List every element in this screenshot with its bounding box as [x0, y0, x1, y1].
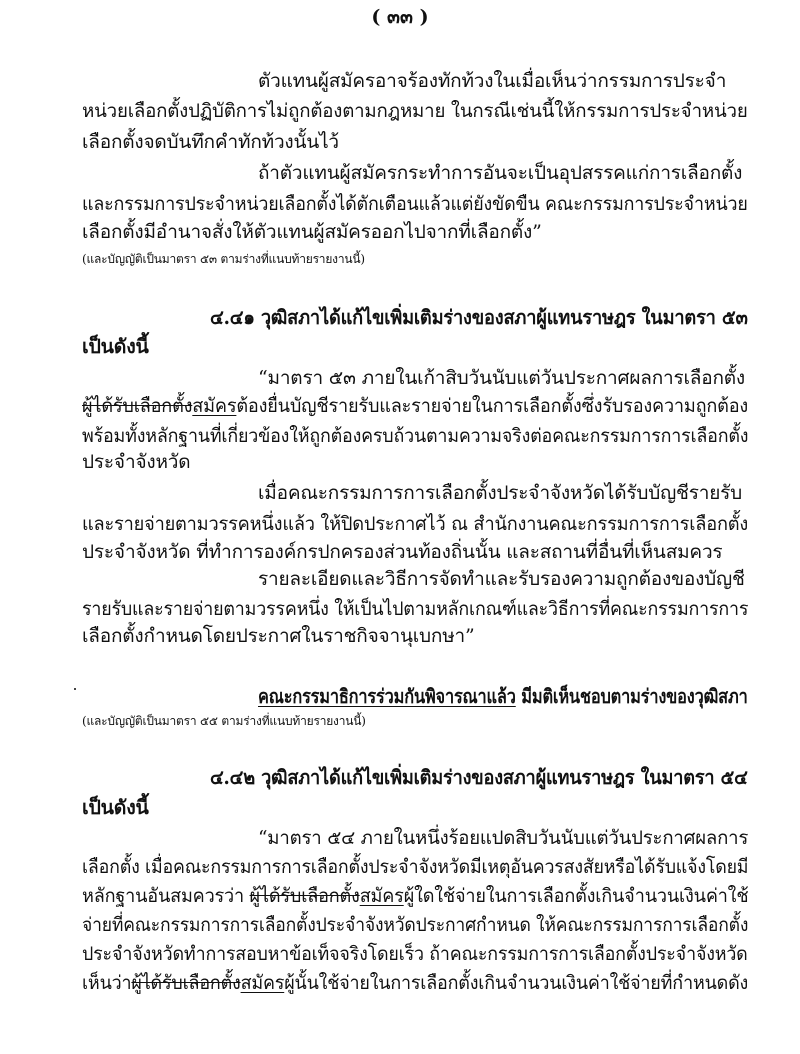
struck-text: ผู้ได้รับเลือกตั้ง — [249, 885, 360, 907]
text-fragment: หลักฐานอันสมควรว่า — [82, 885, 250, 907]
amended-text-line — [82, 394, 748, 418]
inserted-text: สมัคร — [240, 972, 285, 994]
text-line: “มาตรา ๕๔ ภายในหนึ่งร้อยแปดสิบวันนับแต่วันประกาศผลการ — [258, 827, 749, 849]
text-fragment: ผู้นั้นใช้จ่ายในการเลือกตั้งเกินจำนวนเงินค่าใช้จ่ายที่กำหนดดัง — [284, 972, 749, 994]
text-line: ประจำจังหวัดทำการสอบหาข้อเท็จจริงโดยเร็ว ถ้าคณะกรรมการการเลือกตั้งประจำจังหวัด — [82, 943, 748, 965]
scan-speck — [74, 688, 76, 690]
text-line: หน่วยเลือกตั้งปฏิบัติการไม่ถูกต้องตามกฎหมาย ในกรณีเช่นนี้ให้กรรมการประจำหน่วย — [82, 100, 748, 122]
text-line: เลือกตั้งกำหนดโดยประกาศในราชกิจจานุเบกษา” — [82, 625, 475, 647]
committee-resolution — [258, 685, 748, 709]
text-line: ประจำจังหวัด ที่ทำการองค์กรปกครองส่วนท้องถิ่นนั้น และสถานที่อื่นที่เห็นสมควร — [82, 541, 723, 563]
amended-text-line — [82, 884, 748, 908]
text-line: รายละเอียดและวิธีการจัดทำและรับรองความถูกต้องของบัญชี — [258, 568, 745, 590]
text-fragment: ต้องยื่นบัญชีรายรับและรายจ่ายในการเลือกตั้งซึ่งรับรองความถูกต้อง — [236, 395, 749, 417]
text-line: “มาตรา ๕๓ ภายในเก้าสิบวันนับแต่วันประกาศผลการเลือกตั้ง — [258, 367, 745, 389]
text-line: พร้อมทั้งหลักฐานที่เกี่ยวข้องให้ถูกต้องครบถ้วนตามความจริงต่อคณะกรรมการการเลือกตั้ง — [82, 425, 749, 447]
text-fragment: เห็นว่า — [82, 972, 132, 994]
text-line: และกรรมการประจำหน่วยเลือกตั้งได้ตักเตือนแล้วแต่ยังขัดขืน คณะกรรมการประจำหน่วย — [82, 193, 748, 215]
committee-label: คณะกรรมาธิการร่วมกันพิจารณาแล้ว — [258, 685, 516, 708]
struck-text: ผู้ได้รับเลือกตั้ง — [131, 972, 241, 994]
inserted-text: สมัคร — [359, 885, 404, 907]
section-note: (และบัญญัติเป็นมาตรา ๕๓ ตามร่างที่แนบท้ายรายงานนี้) — [82, 252, 365, 266]
text-line: เมื่อคณะกรรมการการเลือกตั้งประจำจังหวัดได้รับบัญชีรายรับ — [258, 482, 743, 504]
inserted-text: สมัคร — [192, 395, 237, 417]
section-note: (และบัญญัติเป็นมาตรา ๕๕ ตามร่างที่แนบท้ายรายงานนี้) — [82, 714, 366, 728]
section-heading-cont: เป็นดังนี้ — [82, 335, 149, 358]
page-number: ( ๓๓ ) — [371, 6, 429, 28]
text-line: เลือกตั้งมีอำนาจสั่งให้ตัวแทนผู้สมัครออกไปจากที่เลือกตั้ง” — [82, 221, 542, 243]
text-line: จ่ายที่คณะกรรมการการเลือกตั้งประจำจังหวัดประกาศกำหนด ให้คณะกรรมการการเลือกตั้ง — [82, 914, 749, 936]
text-line: ประจำจังหวัด — [82, 451, 191, 473]
text-line: รายรับและรายจ่ายตามวรรคหนึ่ง ให้เป็นไปตามหลักเกณฑ์และวิธีการที่คณะกรรมการการ — [82, 598, 749, 620]
section-heading-4-42: ๔.๔๒ วุฒิสภาได้แก้ไขเพิ่มเติมร่างของสภาผู้แทนราษฎร ในมาตรา ๕๔ — [210, 766, 748, 789]
text-line: ตัวแทนผู้สมัครอาจร้องทักท้วงในเมื่อเห็นว่ากรรมการประจำ — [258, 70, 727, 92]
section-heading-cont: เป็นดังนี้ — [82, 796, 149, 819]
text-line: และรายจ่ายตามวรรคหนึ่งแล้ว ให้ปิดประกาศไว้ ณ สำนักงานคณะกรรมการการเลือกตั้ง — [82, 513, 749, 535]
text-fragment: ผู้ใดใช้จ่ายในการเลือกตั้งเกินจำนวนเงินค่าใช้ — [403, 885, 749, 907]
text-line: เลือกตั้งจดบันทึกคำทักท้วงนั้นไว้ — [82, 131, 339, 153]
text-line: ถ้าตัวแทนผู้สมัครกระทำการอันจะเป็นอุปสรรคแก่การเลือกตั้ง — [258, 162, 743, 184]
amended-text-line — [82, 971, 748, 995]
struck-text: ผู้ได้รับเลือกตั้ง — [82, 395, 193, 417]
section-heading-4-41: ๔.๔๑ วุฒิสภาได้แก้ไขเพิ่มเติมร่างของสภาผู้แทนราษฎร ในมาตรา ๕๓ — [210, 306, 748, 329]
committee-decision: มีมติเห็นชอบตามร่างของวุฒิสภา — [515, 685, 748, 708]
text-line: เลือกตั้ง เมื่อคณะกรรมการการเลือกตั้งประจำจังหวัดมีเหตุอันควรสงสัยหรือได้รับแจ้งโดยมี — [82, 856, 749, 878]
